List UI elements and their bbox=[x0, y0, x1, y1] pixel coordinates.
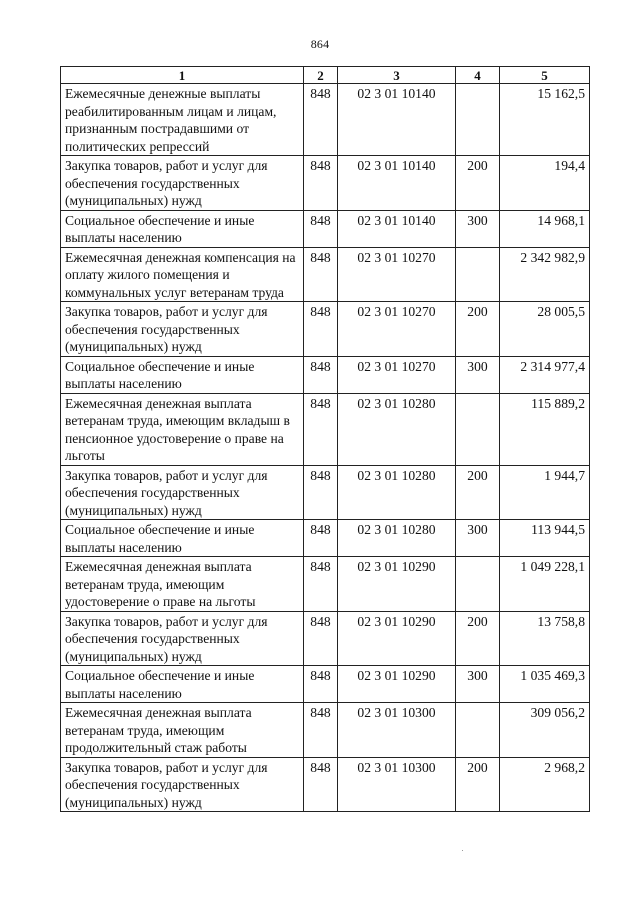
row-csr-cell: 02 3 01 10290 bbox=[338, 666, 456, 703]
row-grbs-cell: 848 bbox=[304, 302, 338, 357]
row-csr-cell: 02 3 01 10300 bbox=[338, 757, 456, 812]
row-grbs-cell: 848 bbox=[304, 666, 338, 703]
column-header-2: 2 bbox=[304, 67, 338, 84]
row-name-cell: Ежемесячная денежная выплата ветеранам труда, имеющим вкладыш в пенсионное удостоверение о праве на льготы bbox=[61, 393, 304, 465]
row-name-cell: Закупка товаров, работ и услуг для обеспечения государственных (муниципальных) нужд bbox=[61, 465, 304, 520]
row-sum-cell: 1 035 469,3 bbox=[500, 666, 590, 703]
row-csr-cell: 02 3 01 10290 bbox=[338, 611, 456, 666]
row-grbs-cell: 848 bbox=[304, 611, 338, 666]
table-row bbox=[61, 703, 590, 758]
row-vr-cell bbox=[456, 247, 500, 302]
row-name-cell: Закупка товаров, работ и услуг для обеспечения государственных (муниципальных) нужд bbox=[61, 156, 304, 211]
row-grbs-cell: 848 bbox=[304, 465, 338, 520]
row-vr-cell: 200 bbox=[456, 611, 500, 666]
table-row bbox=[61, 156, 590, 211]
row-vr-cell: 200 bbox=[456, 757, 500, 812]
table-row bbox=[61, 84, 590, 156]
row-grbs-cell: 848 bbox=[304, 520, 338, 557]
row-sum-cell: 194,4 bbox=[500, 156, 590, 211]
column-header-4: 4 bbox=[456, 67, 500, 84]
row-csr-cell: 02 3 01 10270 bbox=[338, 302, 456, 357]
table-header-row bbox=[61, 67, 590, 84]
row-grbs-cell: 848 bbox=[304, 557, 338, 612]
row-grbs-cell: 848 bbox=[304, 156, 338, 211]
row-sum-cell: 2 968,2 bbox=[500, 757, 590, 812]
row-name-cell: Ежемесячные денежные выплаты реабилитированным лицам и лицам, признанным пострадавшими от политических репрессий bbox=[61, 84, 304, 156]
row-grbs-cell: 848 bbox=[304, 84, 338, 156]
row-csr-cell: 02 3 01 10280 bbox=[338, 393, 456, 465]
row-sum-cell: 113 944,5 bbox=[500, 520, 590, 557]
row-grbs-cell: 848 bbox=[304, 356, 338, 393]
row-vr-cell: 300 bbox=[456, 210, 500, 247]
table-row bbox=[61, 520, 590, 557]
row-grbs-cell: 848 bbox=[304, 393, 338, 465]
column-header-1: 1 bbox=[61, 67, 304, 84]
row-vr-cell: 300 bbox=[456, 666, 500, 703]
column-header-5: 5 bbox=[500, 67, 590, 84]
page-number: 864 bbox=[310, 37, 330, 51]
row-csr-cell: 02 3 01 10280 bbox=[338, 465, 456, 520]
row-vr-cell: 200 bbox=[456, 465, 500, 520]
row-name-cell: Ежемесячная денежная выплата ветеранам труда, имеющим удостоверение о праве на льготы bbox=[61, 557, 304, 612]
budget-table bbox=[60, 66, 590, 812]
column-header-3: 3 bbox=[338, 67, 456, 84]
row-sum-cell: 1 049 228,1 bbox=[500, 557, 590, 612]
row-csr-cell: 02 3 01 10140 bbox=[338, 156, 456, 211]
row-sum-cell: 309 056,2 bbox=[500, 703, 590, 758]
row-csr-cell: 02 3 01 10280 bbox=[338, 520, 456, 557]
table-row bbox=[61, 666, 590, 703]
row-sum-cell: 1 944,7 bbox=[500, 465, 590, 520]
row-sum-cell: 115 889,2 bbox=[500, 393, 590, 465]
row-sum-cell: 2 314 977,4 bbox=[500, 356, 590, 393]
row-sum-cell: 28 005,5 bbox=[500, 302, 590, 357]
row-sum-cell: 15 162,5 bbox=[500, 84, 590, 156]
row-name-cell: Социальное обеспечение и иные выплаты населению bbox=[61, 210, 304, 247]
table-row bbox=[61, 757, 590, 812]
row-vr-cell: 200 bbox=[456, 156, 500, 211]
row-name-cell: Социальное обеспечение и иные выплаты населению bbox=[61, 666, 304, 703]
row-name-cell: Ежемесячная денежная выплата ветеранам труда, имеющим продолжительный стаж работы bbox=[61, 703, 304, 758]
row-csr-cell: 02 3 01 10270 bbox=[338, 247, 456, 302]
row-csr-cell: 02 3 01 10140 bbox=[338, 84, 456, 156]
row-sum-cell: 13 758,8 bbox=[500, 611, 590, 666]
row-name-cell: Закупка товаров, работ и услуг для обеспечения государственных (муниципальных) нужд bbox=[61, 757, 304, 812]
row-grbs-cell: 848 bbox=[304, 210, 338, 247]
row-csr-cell: 02 3 01 10270 bbox=[338, 356, 456, 393]
row-vr-cell: 200 bbox=[456, 302, 500, 357]
table-row bbox=[61, 247, 590, 302]
row-vr-cell bbox=[456, 393, 500, 465]
row-vr-cell bbox=[456, 703, 500, 758]
row-vr-cell bbox=[456, 84, 500, 156]
table-row bbox=[61, 465, 590, 520]
row-sum-cell: 14 968,1 bbox=[500, 210, 590, 247]
row-grbs-cell: 848 bbox=[304, 757, 338, 812]
row-csr-cell: 02 3 01 10300 bbox=[338, 703, 456, 758]
row-name-cell: Социальное обеспечение и иные выплаты населению bbox=[61, 520, 304, 557]
table-row bbox=[61, 356, 590, 393]
table-row bbox=[61, 210, 590, 247]
row-vr-cell: 300 bbox=[456, 520, 500, 557]
row-vr-cell bbox=[456, 557, 500, 612]
row-name-cell: Закупка товаров, работ и услуг для обеспечения государственных (муниципальных) нужд bbox=[61, 302, 304, 357]
scan-speck bbox=[462, 850, 463, 851]
table-row bbox=[61, 611, 590, 666]
row-sum-cell: 2 342 982,9 bbox=[500, 247, 590, 302]
row-name-cell: Закупка товаров, работ и услуг для обеспечения государственных (муниципальных) нужд bbox=[61, 611, 304, 666]
row-csr-cell: 02 3 01 10140 bbox=[338, 210, 456, 247]
table-row bbox=[61, 557, 590, 612]
row-name-cell: Социальное обеспечение и иные выплаты населению bbox=[61, 356, 304, 393]
row-vr-cell: 300 bbox=[456, 356, 500, 393]
table-row bbox=[61, 393, 590, 465]
row-grbs-cell: 848 bbox=[304, 703, 338, 758]
table-body bbox=[61, 84, 590, 812]
row-csr-cell: 02 3 01 10290 bbox=[338, 557, 456, 612]
row-name-cell: Ежемесячная денежная компенсация на оплату жилого помещения и коммунальных услуг ветеранам труда bbox=[61, 247, 304, 302]
row-grbs-cell: 848 bbox=[304, 247, 338, 302]
table-row bbox=[61, 302, 590, 357]
